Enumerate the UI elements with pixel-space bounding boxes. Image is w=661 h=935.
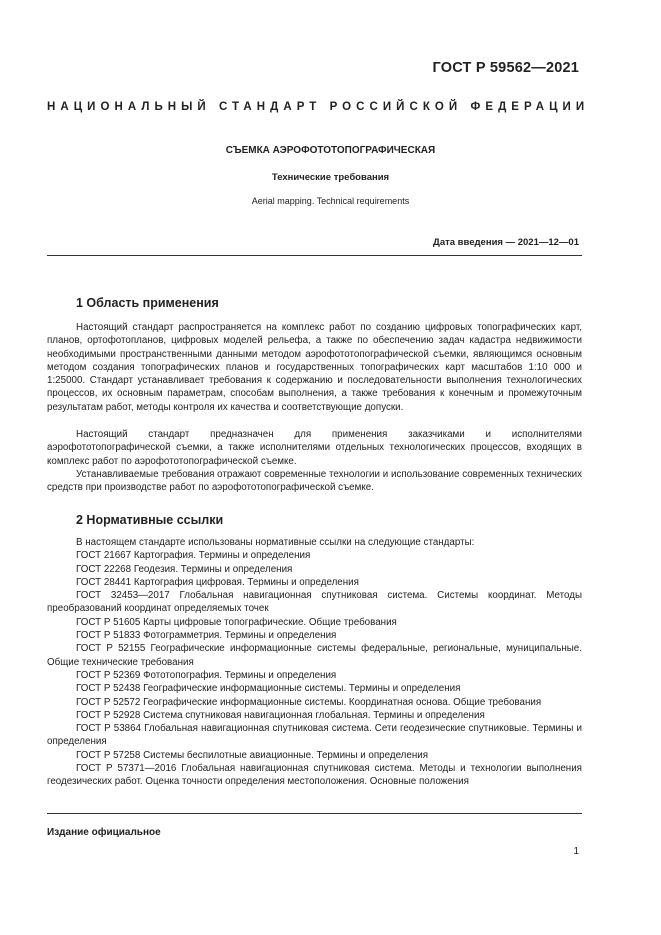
reference-title: Картография цифровая. Термины и определения (133, 576, 359, 588)
reference-code: ГОСТ Р 57371—2016 (76, 763, 177, 775)
reference-code: ГОСТ Р 51605 (76, 616, 141, 628)
reference-title: Система спутниковая навигационная глобальная. Термины и определения (143, 709, 485, 721)
reference-code: ГОСТ 28441 (76, 576, 132, 588)
reference-code: ГОСТ Р 53864 (76, 723, 142, 735)
reference-code: ГОСТ Р 52928 (76, 709, 141, 721)
reference-code: ГОСТ Р 57258 (76, 749, 141, 761)
introduction-date: Дата введения — 2021—12—01 (433, 237, 579, 248)
gost-number: ГОСТ Р 59562—2021 (432, 60, 579, 76)
reference-title: Географические информационные системы федеральные, региональные, муниципальные. Общие технические требования (47, 643, 582, 668)
section-1-paragraph: Устанавливаемые требования отражают современные технологии и использование современных технических средств при производстве работ по аэрофототопографической съемке. (47, 469, 582, 494)
document-title: СЪЕМКА АЭРОФОТОТОПОГРАФИЧЕСКАЯ (225, 145, 436, 156)
english-title: Aerial mapping. Technical requirements (251, 196, 410, 206)
reference-item (47, 629, 582, 642)
reference-item (47, 576, 582, 589)
reference-code: ГОСТ Р 52438 (76, 683, 141, 695)
reference-title: Глобальная навигационная спутниковая система. Системы координат. Методы преобразований координат определяемых точек (47, 590, 582, 615)
reference-title: Фотограмметрия. Термины и определения (143, 630, 337, 642)
section-1-heading: 1 Область применения (76, 296, 219, 310)
reference-code: ГОСТ 22268 (76, 563, 132, 575)
reference-item (47, 709, 582, 722)
reference-item (47, 669, 582, 682)
reference-item (47, 762, 582, 789)
reference-code: ГОСТ Р 51833 (76, 630, 141, 642)
reference-title: Географические информационные системы. Термины и определения (143, 683, 461, 695)
section-1-paragraph: Настоящий стандарт предназначен для применения заказчиками и исполнителями аэрофототопографической съемки, а также исполнителями отдельных технологических процессов, входящих в комплекс работ по аэрофототопографической съемке. (47, 429, 582, 467)
reference-title: Фототопография. Термины и определения (143, 669, 337, 681)
reference-title: Карты цифровые топографические. Общие требования (143, 616, 397, 628)
reference-code: ГОСТ Р 52369 (76, 669, 141, 681)
document-subtitle: Технические требования (271, 172, 390, 183)
reference-code: ГОСТ Р 52572 (76, 696, 141, 708)
reference-title: Системы беспилотные авиационные. Термины и определения (143, 749, 429, 761)
reference-item (47, 682, 582, 695)
reference-title: Картография. Термины и определения (133, 550, 311, 562)
reference-item (47, 616, 582, 629)
section-1-paragraph: Настоящий стандарт распространяется на комплекс работ по созданию цифровых топографических карт, планов, ортофотопланов, цифровых моделей рельефа, а также по обеспечению задач кадастра недвижимости необходимыми пространственными данными методом аэрофототопографической съемки, являющимся основным методом создания топографических планов и государственных топографических карт масштабов 1:10 000 и 1:25000. Стандарт устанавливает требования к содержанию и последовательности выполнения технологических процессов, их основным параметрам, способам выполнения, а также требования к конечным и промежуточным результатам работ, методы контроля их качества и соответствующие допуски. (47, 322, 582, 413)
reference-item (47, 549, 582, 562)
section-2-heading: 2 Нормативные ссылки (76, 513, 224, 527)
national-standard-banner: НАЦИОНАЛЬНЫЙ СТАНДАРТ РОССИЙСКОЙ ФЕДЕРАЦИИ (47, 101, 590, 113)
official-edition-label: Издание официальное (47, 827, 161, 838)
footer-divider (47, 813, 582, 814)
reference-title: Глобальная навигационная спутниковая система. Сети геодезические спутниковые. Термины и определения (47, 723, 582, 748)
reference-title: Географические информационные системы. Координатная основа. Общие требования (143, 696, 542, 708)
reference-title: Геодезия. Термины и определения (133, 563, 293, 575)
page-number: 1 (573, 846, 579, 857)
reference-item (47, 563, 582, 576)
reference-item (47, 589, 582, 616)
reference-item (47, 722, 582, 749)
references-list (47, 536, 582, 789)
reference-item (47, 749, 582, 762)
reference-item (47, 642, 582, 669)
references-intro: В настоящем стандарте использованы нормативные ссылки на следующие стандарты: (76, 537, 475, 548)
reference-code: ГОСТ 21667 (76, 550, 132, 562)
header-divider (47, 255, 582, 256)
reference-code: ГОСТ Р 52155 (76, 643, 146, 655)
reference-item (47, 696, 582, 709)
reference-code: ГОСТ 32453—2017 (76, 590, 170, 602)
reference-title: Глобальная навигационная спутниковая система. Методы и технологии выполнения геодезических работ. Оценка точности определения местоположения. Основные положения (47, 763, 582, 788)
